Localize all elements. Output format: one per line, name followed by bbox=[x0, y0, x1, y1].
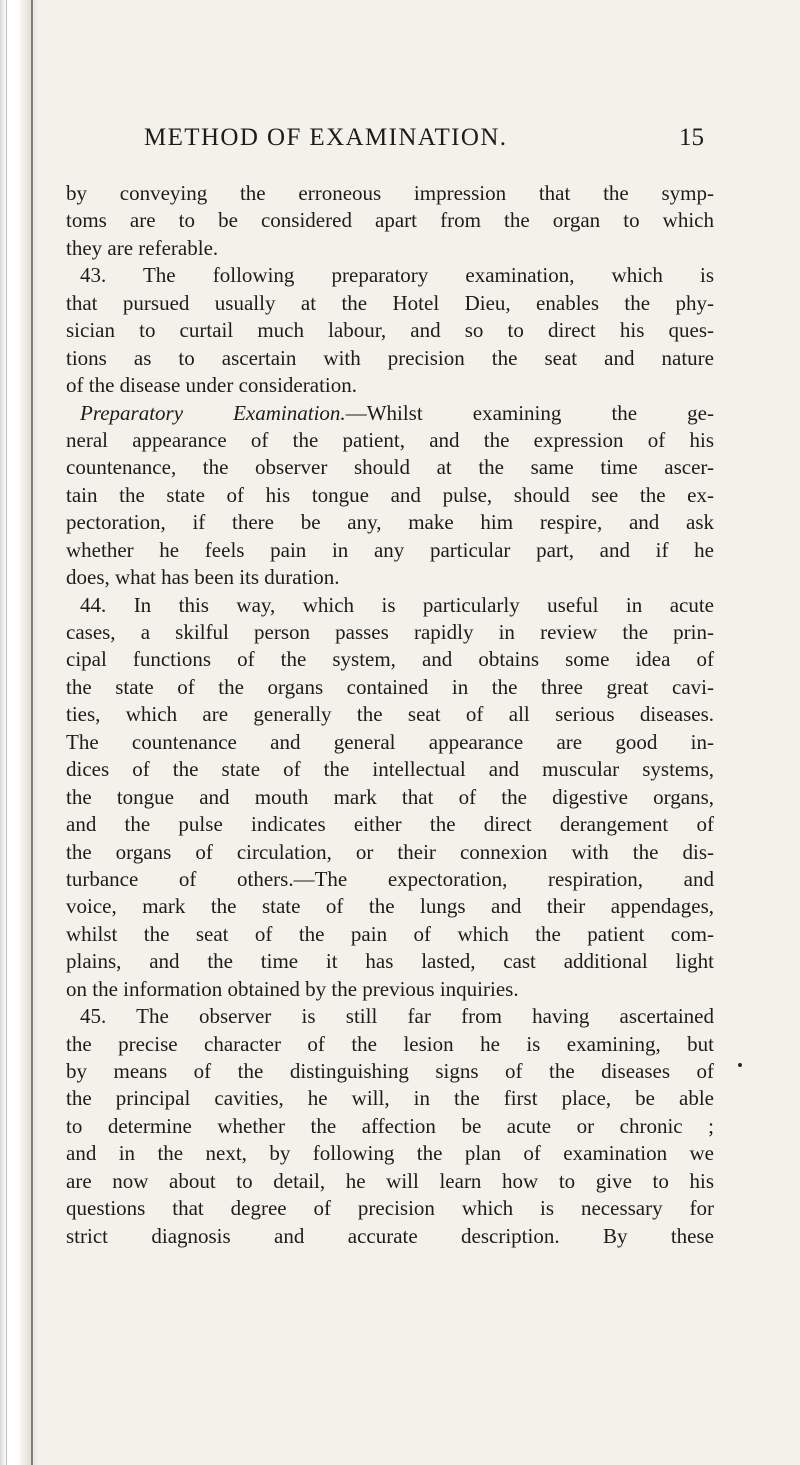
text-line: neral appearance of the patient, and the expression of his bbox=[66, 427, 714, 452]
page-header bbox=[144, 124, 704, 164]
text-line: the precise character of the lesion he is examining, but bbox=[66, 1031, 714, 1056]
text-line: turbance of others.—The expectoration, respiration, and bbox=[66, 866, 714, 891]
text-line: on the information obtained by the previous inquiries. bbox=[66, 976, 519, 1001]
text-line: the principal cavities, he will, in the first place, be able bbox=[66, 1086, 714, 1111]
text-line: and in the next, by following the plan of examination we bbox=[66, 1141, 714, 1166]
text-line: dices of the state of the intellectual and muscular systems, bbox=[66, 757, 714, 782]
text-line: the tongue and mouth mark that of the digestive organs, bbox=[66, 784, 714, 809]
text-line: they are referable. bbox=[66, 235, 219, 260]
text-line: plains, and the time it has lasted, cast additional light bbox=[66, 949, 714, 974]
paragraph-43-start: 43. The following preparatory examination, which is bbox=[80, 263, 714, 288]
text-line: sician to curtail much labour, and so to direct his ques- bbox=[66, 318, 714, 343]
text-line: cipal functions of the system, and obtains some idea of bbox=[66, 647, 714, 672]
text-line: questions that degree of precision which is necessary for bbox=[66, 1196, 714, 1221]
paragraph-45-start: 45. The observer is still far from having ascertained bbox=[80, 1004, 714, 1029]
section-heading: Preparatory Examination. bbox=[80, 400, 346, 425]
text-line: by conveying the erroneous impression that the symp- bbox=[66, 181, 714, 205]
page-number: 15 bbox=[679, 124, 704, 151]
binding-line bbox=[6, 0, 7, 1465]
text-line: voice, mark the state of the lungs and their appendages, bbox=[66, 894, 714, 919]
heading-continuation: —Whilst examining the ge- bbox=[345, 400, 714, 425]
text-line: that pursued usually at the Hotel Dieu, enables the phy- bbox=[66, 290, 714, 315]
text-line: the organs of circulation, or their connexion with the dis- bbox=[66, 839, 714, 864]
text-line: by means of the distinguishing signs of the diseases of bbox=[66, 1059, 714, 1083]
text-line: countenance, the observer should at the same time ascer- bbox=[66, 455, 714, 480]
preparatory-examination-line bbox=[66, 400, 714, 427]
paragraph-44-start: 44. In this way, which is particularly useful in acute bbox=[80, 592, 714, 617]
text-line: The countenance and general appearance are good in- bbox=[66, 729, 714, 754]
text-line: strict diagnosis and accurate description. By these bbox=[66, 1223, 714, 1248]
running-title: METHOD OF EXAMINATION. bbox=[144, 124, 508, 151]
text-line: are now about to detail, he will learn how to give to his bbox=[66, 1168, 714, 1193]
body-text bbox=[66, 180, 714, 1250]
text-line: ties, which are generally the seat of all serious diseases. bbox=[66, 702, 714, 727]
text-line: cases, a skilful person passes rapidly in review the prin- bbox=[66, 620, 714, 644]
text-line: and the pulse indicates either the direct derangement of bbox=[66, 812, 714, 837]
text-line: pectoration, if there be any, make him respire, and ask bbox=[66, 510, 714, 535]
text-line: tain the state of his tongue and pulse, should see the ex- bbox=[66, 482, 714, 507]
text-line: to determine whether the affection be acute or chronic ; bbox=[66, 1113, 714, 1138]
text-line: of the disease under consideration. bbox=[66, 373, 357, 398]
text-line: does, what has been its duration. bbox=[66, 565, 340, 590]
text-line: whilst the seat of the pain of which the patient com- bbox=[66, 921, 714, 946]
binding-line bbox=[31, 0, 33, 1465]
text-line: whether he feels pain in any particular part, and if he bbox=[66, 537, 714, 562]
text-line: tions as to ascertain with precision the seat and nature bbox=[66, 345, 714, 370]
text-line: the state of the organs contained in the three great cavi- bbox=[66, 674, 714, 699]
text-line: toms are to be considered apart from the organ to which bbox=[66, 208, 714, 233]
ink-speck bbox=[738, 1063, 742, 1067]
